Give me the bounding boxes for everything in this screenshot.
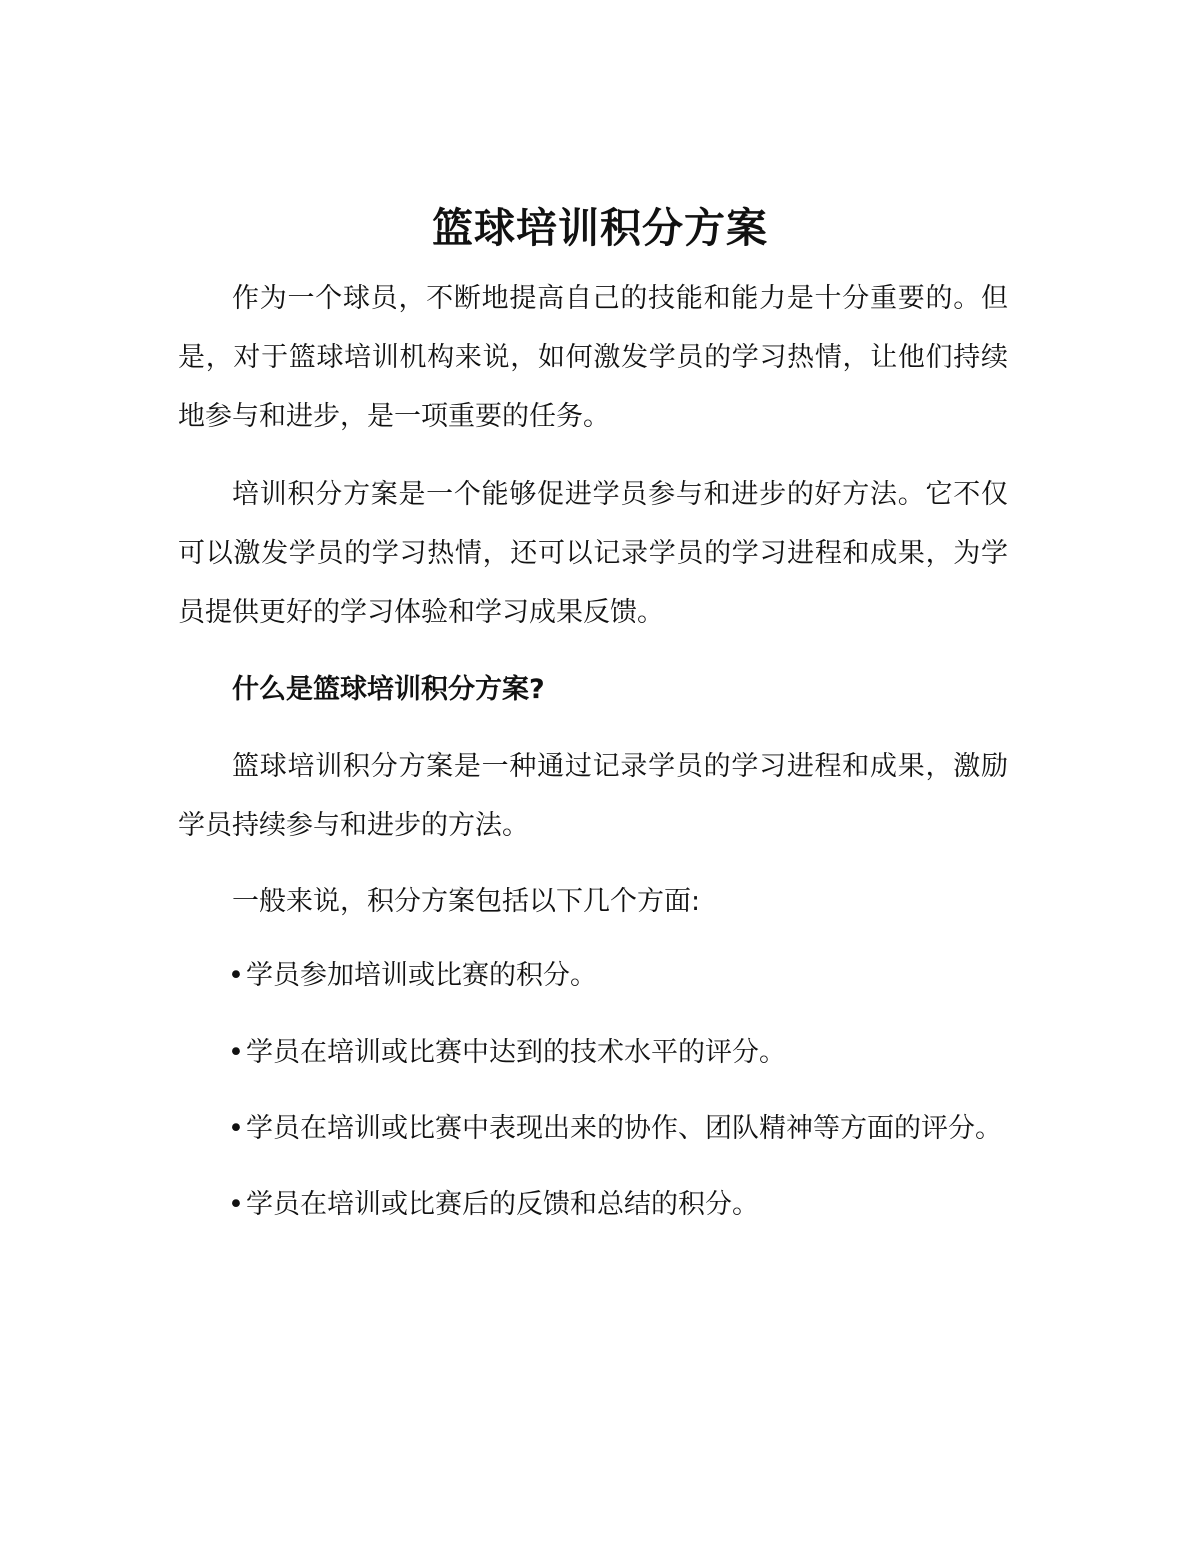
- definition-paragraph: 篮球培训积分方案是一种通过记录学员的学习进程和成果，激励学员持续参与和进步的方法。: [178, 751, 1008, 841]
- benefit-paragraph: 培训积分方案是一个能够促进学员参与和进步的好方法。它不仅可以激发学员的学习热情，还可以记录学员的学习进程和成果，为学员提供更好的学习体验和学习成果反馈。: [178, 479, 1008, 628]
- document-title: 篮球培训积分方案: [432, 204, 768, 252]
- bullet-icon: •: [228, 960, 244, 991]
- aspects-intro-paragraph: 一般来说，积分方案包括以下几个方面:: [232, 886, 701, 917]
- bullet-icon: •: [228, 1189, 244, 1220]
- bullet-item: [228, 1175, 1028, 1234]
- bullet-item: [228, 1099, 1028, 1158]
- section-heading: 什么是篮球培训积分方案?: [232, 674, 545, 705]
- intro-paragraph: 作为一个球员，不断地提高自己的技能和能力是十分重要的。但是，对于篮球培训机构来说，如何激发学员的学习热情，让他们持续地参与和进步，是一项重要的任务。: [178, 283, 1008, 432]
- bullet-text: 学员参加培训或比赛的积分。: [246, 960, 597, 991]
- bullet-text: 学员在培训或比赛中表现出来的协作、团队精神等方面的评分。: [246, 1113, 1002, 1144]
- bullet-text: 学员在培训或比赛中达到的技术水平的评分。: [246, 1037, 786, 1068]
- bullet-icon: •: [228, 1113, 244, 1144]
- bullet-item: [228, 946, 1028, 1005]
- bullet-text: 学员在培训或比赛后的反馈和总结的积分。: [246, 1189, 759, 1220]
- bullet-icon: •: [228, 1037, 244, 1068]
- bullet-item: [228, 1023, 1028, 1082]
